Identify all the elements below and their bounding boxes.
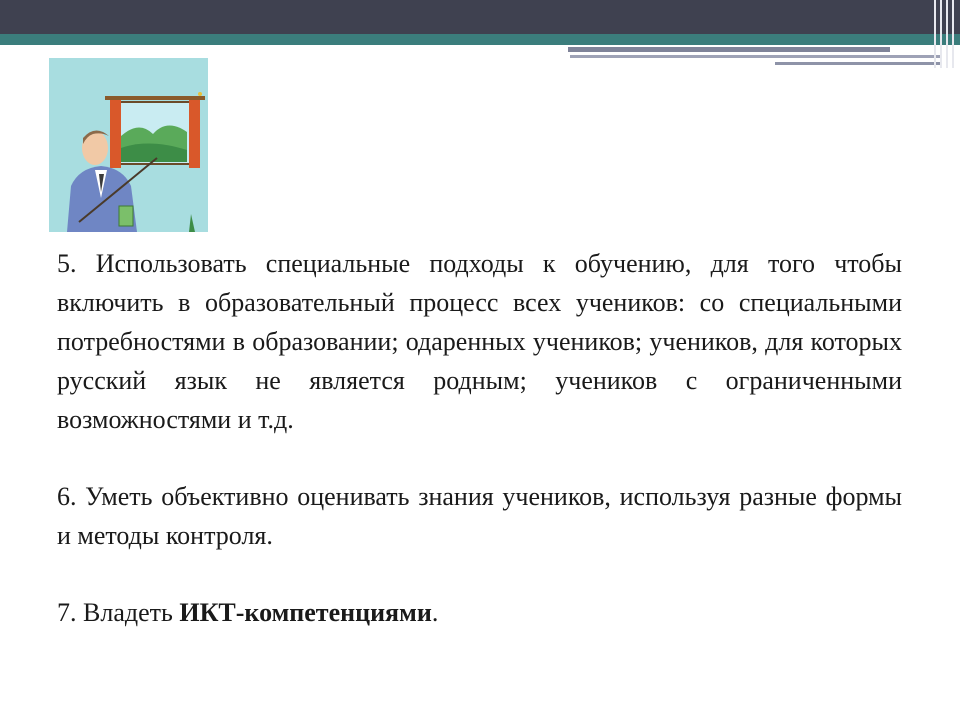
header-decor-line	[568, 47, 890, 52]
header-decor-line	[775, 62, 942, 65]
header-accent-band	[0, 34, 960, 45]
item-suffix: .	[431, 598, 439, 627]
list-item	[57, 593, 902, 632]
header-decor-stripes	[928, 0, 960, 68]
header-decor-line	[570, 55, 942, 58]
ict-competencies-term: ИКТ-компетенциями	[179, 598, 432, 627]
list-item: 5. Использовать специальные подходы к обучению, для того чтобы включить в образовательный процесс всех учеников: со специальными потребностями в образовании; одаренных учеников; учеников, для которых русский язык не является родным; учеников с ограниченными возможностями и т.д.	[57, 249, 902, 434]
teacher-at-window-icon	[49, 58, 208, 232]
header-bar	[0, 0, 960, 34]
list-item: 6. Уметь объективно оценивать знания учеников, используя разные формы и методы контроля.	[57, 482, 902, 550]
slide-body	[57, 244, 902, 632]
item-prefix: 7. Владеть	[57, 598, 180, 627]
